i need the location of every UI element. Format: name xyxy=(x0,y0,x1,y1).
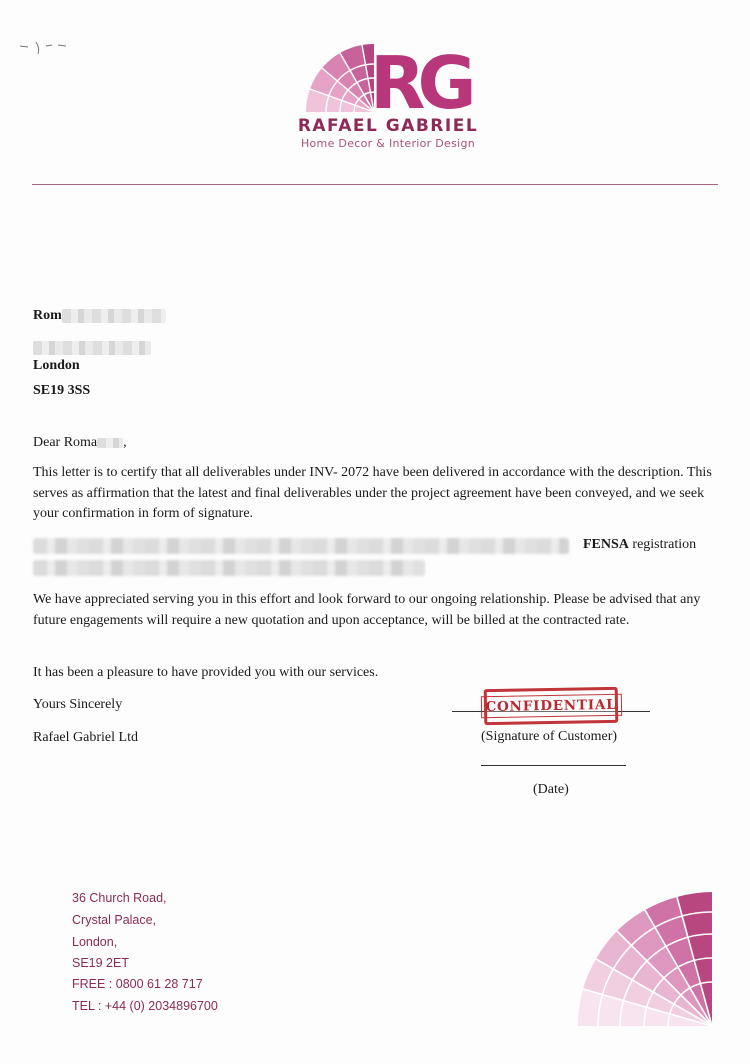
brand-monogram: RG xyxy=(370,41,469,125)
signature-customer-label: (Signature of Customer) xyxy=(481,729,618,744)
redacted-salutation-name xyxy=(97,438,123,448)
recipient-city: London xyxy=(33,358,80,373)
date-label: (Date) xyxy=(533,782,569,797)
redacted-address xyxy=(33,341,151,355)
header-divider xyxy=(32,184,718,185)
footer-address-line4: SE19 2ET xyxy=(72,956,129,970)
confidential-stamp-text: CONFIDENTIAL xyxy=(480,694,621,718)
redacted-name xyxy=(62,309,166,323)
salutation-text: Dear Roma xyxy=(33,435,98,450)
paragraph-pleasure: It has been a pleasure to have provided you with our services. xyxy=(33,665,379,680)
footer-address-line2: Crystal Palace, xyxy=(72,913,157,927)
fensa-registration xyxy=(583,537,696,553)
footer-address-line3: London, xyxy=(72,935,118,949)
recipient-name xyxy=(33,308,166,324)
colour-fan-decoration xyxy=(576,870,718,1030)
footer-free-phone: FREE : 0800 61 28 717 xyxy=(72,977,203,991)
paragraph-appreciation: We have appreciated serving you in this effort and look forward to our ongoing relationship. Please be advised that any future engagements will require a new quotation and upon acceptance, will be billed at the contracted rate. xyxy=(33,592,701,628)
footer-address-line1: 36 Church Road, xyxy=(72,891,167,905)
recipient-name-text: Rom xyxy=(33,308,62,323)
brand-logo xyxy=(306,34,469,125)
salutation xyxy=(33,433,713,454)
confidential-stamp xyxy=(484,687,619,725)
redacted-text-line2 xyxy=(33,560,425,576)
brand-name: RAFAEL GABRIEL xyxy=(297,116,479,136)
salutation-comma: , xyxy=(123,435,127,450)
recipient-address-line1 xyxy=(33,339,151,357)
recipient-postcode: SE19 3SS xyxy=(33,383,91,398)
pen-mark xyxy=(18,36,70,56)
closing: Yours Sincerely xyxy=(33,697,123,712)
footer-telephone: TEL : +44 (0) 2034896700 xyxy=(72,999,218,1013)
fensa-label: FENSA xyxy=(583,537,629,552)
fensa-rest: registration xyxy=(628,537,697,552)
redacted-text-line1 xyxy=(33,538,569,554)
brand-tagline: Home Decor & Interior Design xyxy=(300,137,476,150)
paragraph-certify: This letter is to certify that all deliverables under INV- 2072 have been delivered in accordance with the description. This serves as affirmation that the latest and final deliverables under the project agreement have been conveyed, and we seek your confirmation in form of signature. xyxy=(33,465,712,521)
company-signoff: Rafael Gabriel Ltd xyxy=(33,730,138,745)
date-line xyxy=(481,765,626,766)
